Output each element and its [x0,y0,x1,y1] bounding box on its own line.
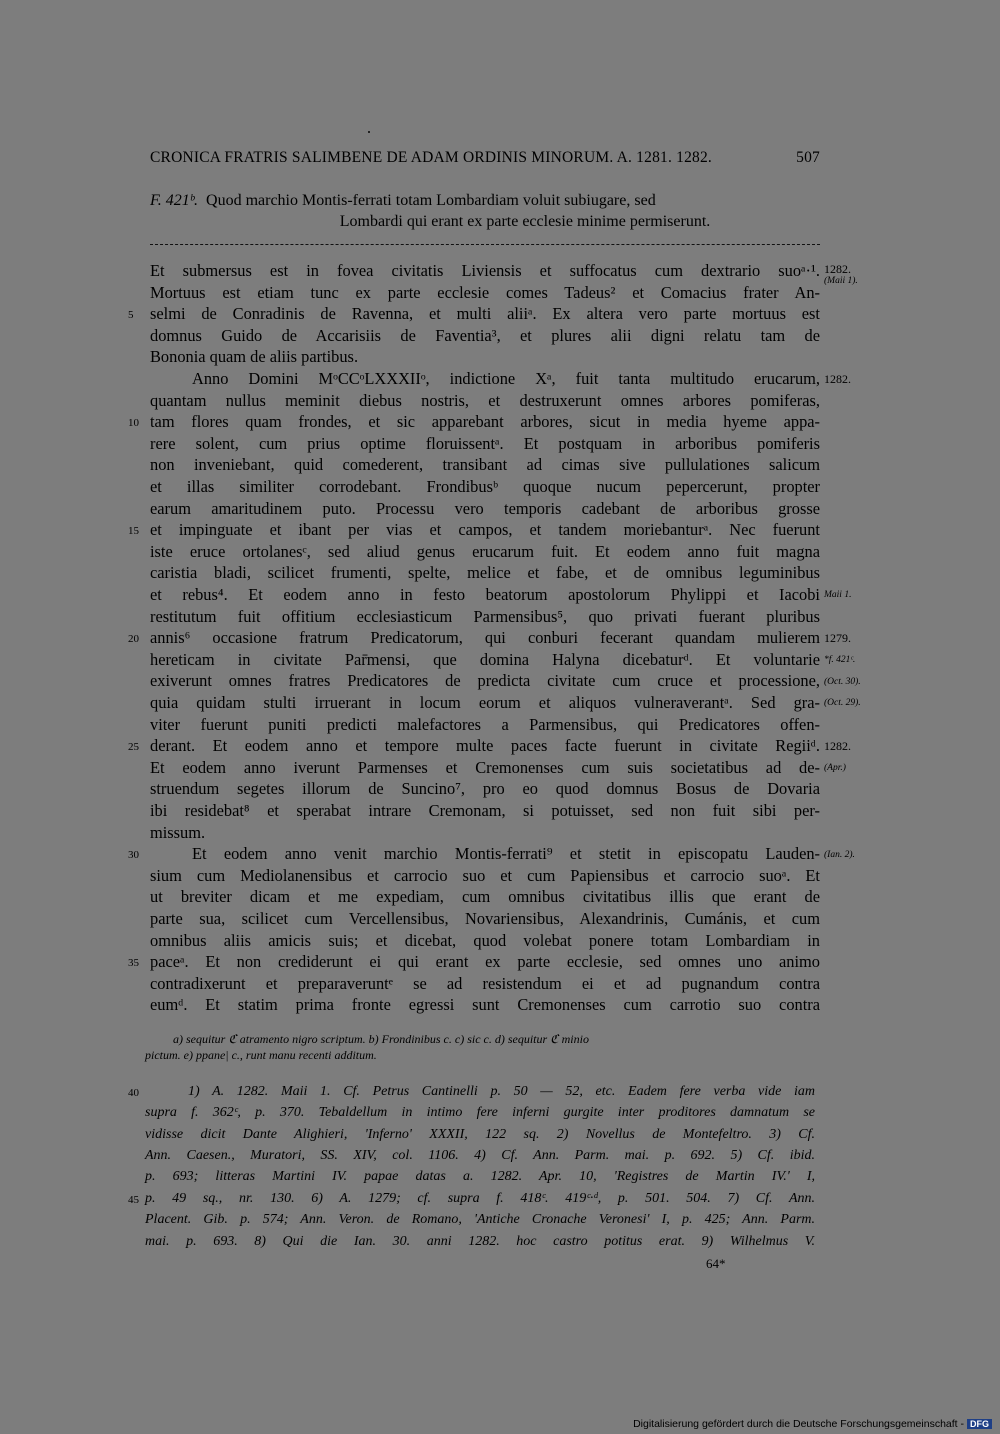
body-line: iste eruce ortolanesᶜ, sed aliud genus erucarum fuit. Et eodem anno fuit magna [150,542,820,561]
footnote-line: p. 693; litteras Martini IV. papae datas a. 1282. Apr. 10, 'Registres de Martin IV.' I, [145,1169,815,1184]
footnote-line: supra f. 362ᶜ, p. 370. Tebaldellum in intimo fere inferni gurgite inter proditores damnatum se [145,1105,815,1120]
running-title: CRONICA FRATRIS SALIMBENE DE ADAM ORDINIS MINORUM. A. 1281. 1282. [150,149,713,166]
body-line: Mortuus est etiam tunc ex parte ecclesie comes Tadeus² et Comacius frater An- [150,283,820,302]
margin-note: 1282. [824,739,851,753]
line-number: 40 [128,1087,139,1099]
margin-note: (Oct. 29). [824,698,861,708]
body-line: ut breviter dicam et me expediam, cum omnibus civitatibus illis que erant de [150,887,820,906]
body-line: et rebus⁴. Et eodem anno in festo beatorum apostolorum Phylippi et Iacobi [150,585,820,604]
margin-note: *f. 421ᶜ. [824,655,856,665]
body-line: restitutum fuit offitium ecclesiasticum Parmensibus⁵, quo privati fuerant pluribus [150,607,820,626]
margin-note: 1282. [824,372,851,386]
body-line: sium cum Mediolanensibus et carrocio suo et cum Papiensibus et carrocio suoᵃ. Et [150,866,820,885]
body-line: paceᵃ. Et non crediderunt ei qui erant ex parte ecclesie, sed omnes uno animo [150,952,820,971]
line-number: 10 [128,417,139,429]
chapter-title-line-1: Quod marchio Montis-ferrati totam Lombardiam voluit subiugare, sed [206,192,656,209]
line-number: 30 [128,849,139,861]
body-line: derant. Et eodem anno et tempore multe paces facte fuerunt in civitate Regiiᵈ. [150,736,820,755]
footnote-line: Ann. Caesen., Muratori, SS. XIV, col. 1106. 4) Cf. Ann. Parm. mai. p. 692. 5) Cf. ibid. [145,1148,815,1163]
body-line: omnibus aliis amicis suis; et dicebat, quod volebat ponere totam Lombardiam in [150,931,820,950]
folio-reference: F. 421ᵇ. [150,192,199,209]
line-number: 45 [128,1194,139,1206]
body-line: caristia bladi, scilicet frumenti, spelte, melice et fabe, et de omnibus leguminibus [150,563,820,582]
footnote-line: mai. p. 693. 8) Qui die Ian. 30. anni 1282. hoc castro potitus erat. 9) Wilhelmus V. [145,1234,815,1249]
body-line: hereticam in civitate Par̄mensi, que domina Halyna dicebaturᵈ. Et voluntarie [150,650,820,669]
margin-note: 1282. [824,262,851,276]
margin-note: Maii 1. [824,590,852,600]
body-line: Anno Domini MᵒCCᵒLXXXIIᵒ, indictione Xᵃ, fuit tanta multitudo erucarum, [192,369,820,388]
line-number: 25 [128,741,139,753]
body-line: rere solent, cum prius optime floruissentᵃ. Et postquam in arboribus pomiferis [150,434,820,453]
footnote-line: Placent. Gib. p. 574; Ann. Veron. de Romano, 'Antiche Cronache Veronesi' I, p. 425; Ann. Parm. [145,1212,815,1227]
body-line: Et submersus est in fovea civitatis Liviensis et suffocatus cum dextrario suoᵃ·¹. [150,261,820,280]
line-number: 20 [128,633,139,645]
body-line: non inveniebant, quid comederent, transibant ad cimas sive pullulationes salicum [150,455,820,474]
body-line: et illas similiter corrodebant. Frondibusᵇ quoque nucum pepercerunt, propter [150,477,820,496]
body-line: viter fuerunt puniti predicti malefactores a Parmensibus, qui Predicatores offen- [150,715,820,734]
body-line: exiverunt omnes fratres Predicatores de predicta civitate cum cruce et processione, [150,671,820,690]
body-line: domnus Guido de Accarisiis de Faventia³, et plures alii digni relatu tam de [150,326,820,345]
line-number: 15 [128,525,139,537]
credit-text: Digitalisierung gefördert durch die Deutsche Forschungsgemeinschaft - [633,1418,964,1430]
page-number: 507 [796,149,820,166]
apparatus-line: pictum. e) ppane| c., runt manu recenti additum. [145,1048,377,1062]
body-line: tam flores quam frondes, et sic apparebant arbores, sicut in media hyeme appa- [150,412,820,431]
footnote-line: 1) A. 1282. Maii 1. Cf. Petrus Cantinelli p. 50 — 52, etc. Eadem fere verba vide iam [188,1084,815,1099]
margin-note: 1279. [824,631,851,645]
body-line: ibi residebat⁸ et sperabat intrare Cremonam, si potuisset, sed non fuit sibi per- [150,801,820,820]
body-line: Bononia quam de aliis partibus. [150,347,359,366]
body-line: eumᵈ. Et statim prima fronte egressi sunt Cremonenses cum carrotio suo contra [150,995,820,1014]
body-line: contradixerunt et preparaveruntᵉ se ad resistendum ei et ad pugnandum contra [150,974,820,993]
dfg-logo-icon: DFG [967,1419,992,1429]
margin-note: (Ian. 2). [824,850,855,860]
body-line: Et eodem anno iverunt Parmenses et Cremonenses cum suis societatibus ad de- [150,758,820,777]
footnote-line: vidisse dicit Dante Alighieri, 'Inferno' XXXII, 122 sq. 2) Novellus de Montefeltro. 3) Cf. [145,1127,815,1142]
body-line: missum. [150,823,206,842]
running-head [150,149,820,167]
dashed-rule [150,244,820,245]
margin-note: (Maii 1). [824,276,858,286]
chapter-title-line-2: Lombardi qui erant ex parte ecclesie minime permiserunt. [339,213,711,230]
apparatus-line: a) sequitur ℭ atramento nigro scriptum. b) Frondinibus c. c) sic c. d) sequitur ℭ minio [173,1032,589,1046]
body-line: parte sua, scilicet cum Vercellensibus, Novariensibus, Alexandrinis, Cumánis, et cum [150,909,820,928]
body-line: selmi de Conradinis de Ravenna, et multi aliiᵃ. Ex altera vero parte mortuus est [150,304,820,323]
body-line: struendum segetes illorum de Suncino⁷, pro eo quod domnus Bosus de Dovaria [150,779,820,798]
body-line: quia quidam stulti irruerant in locum eorum et aliquos vulneraverantᵃ. Sed gra- [150,693,820,712]
line-number: 5 [128,309,134,321]
signature-mark: 64* [706,1256,726,1271]
digitization-credit [633,1418,992,1430]
line-number: 35 [128,957,139,969]
footnote-line: p. 49 sq., nr. 130. 6) A. 1279; cf. supra f. 418ᶜ. 419ᶜ·ᵈ, p. 501. 504. 7) Cf. Ann. [145,1191,815,1206]
body-line: et impinguate et ibant per vias et campos, et tandem moriebanturᵃ. Nec fuerunt [150,520,820,539]
body-line: annis⁶ occasione fratrum Predicatorum, qui conburi fecerant quandam mulierem [150,628,820,647]
margin-note: (Oct. 30). [824,677,861,687]
body-line: quantam nullus meminit diebus nostris, et destruxerunt omnes arbores pomiferas, [150,391,820,410]
body-line: Et eodem anno venit marchio Montis-ferrati⁹ et stetit in episcopatu Lauden- [192,844,820,863]
stray-dot [368,131,370,133]
margin-note: (Apr.) [824,763,846,773]
body-line: earum amaritudinem puto. Processu vero temporis cadebant de arboribus grosse [150,499,820,518]
chapter-heading [150,190,820,232]
